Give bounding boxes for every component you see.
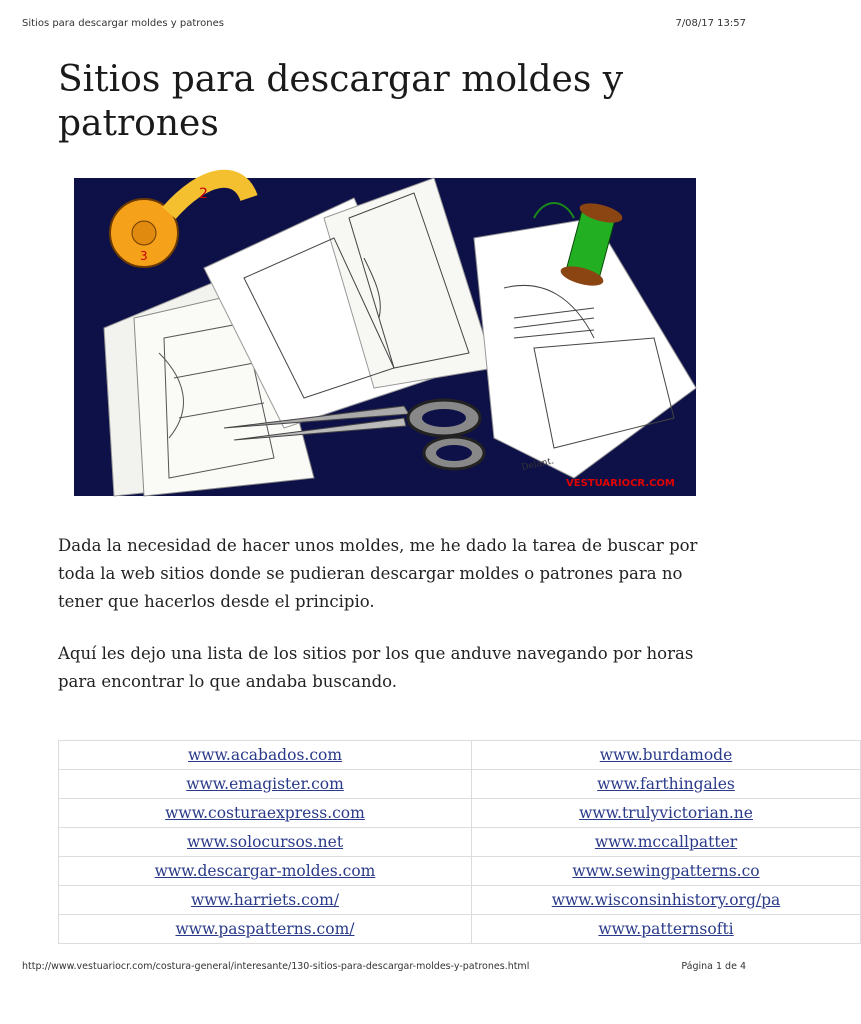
hero-label: Delant.	[520, 456, 555, 473]
site-link[interactable]: www.mccallpatter	[594, 833, 738, 851]
table-row	[59, 828, 861, 857]
intro-line: Dada la necesidad de hacer unos moldes, me he dado la tarea de buscar por	[58, 536, 698, 555]
site-link[interactable]: www.solocursos.net	[186, 833, 344, 851]
table-row	[59, 741, 861, 770]
hero-watermark: VESTUARIOCR.COM	[566, 478, 675, 489]
article-title: Sitios para descargar moldes y patrones	[58, 59, 624, 144]
list-intro-paragraph	[58, 640, 718, 696]
site-link[interactable]: www.burdamode	[599, 746, 733, 764]
links-table	[58, 740, 781, 945]
footer-page-number: Página 1 de 4	[681, 961, 746, 972]
list-intro-line: para encontrar lo que andaba buscando.	[58, 672, 398, 691]
tape-measure-icon	[110, 179, 249, 267]
svg-text:2: 2	[199, 186, 208, 202]
site-link[interactable]: www.harriets.com/	[190, 891, 340, 909]
list-intro-line: Aquí les dejo una lista de los sitios por los que anduve navegando por horas	[58, 644, 694, 663]
site-link[interactable]: www.wisconsinhistory.org/pa	[551, 891, 781, 909]
intro-paragraph	[58, 532, 718, 616]
site-link[interactable]: www.sewingpatterns.co	[572, 862, 760, 880]
table-row	[59, 886, 861, 915]
hero-image	[74, 178, 696, 496]
header-datetime: 7/08/17 13:57	[675, 18, 746, 29]
site-link[interactable]: www.patternsofti	[598, 920, 734, 938]
table-row	[59, 857, 861, 886]
site-link[interactable]: www.acabados.com	[187, 746, 343, 764]
print-footer	[22, 961, 746, 972]
site-link[interactable]: www.trulyvictorian.ne	[579, 804, 753, 822]
intro-line: toda la web sitios donde se pudieran descargar moldes o patrones para no	[58, 564, 683, 583]
site-link[interactable]: www.descargar-moldes.com	[154, 862, 376, 880]
svg-text:3: 3	[140, 249, 148, 263]
print-header	[22, 18, 746, 29]
site-link[interactable]: www.farthingales	[597, 775, 735, 793]
table-row	[59, 770, 861, 799]
table-row	[59, 915, 861, 944]
site-link[interactable]: www.emagister.com	[186, 775, 344, 793]
site-link[interactable]: www.paspatterns.com/	[175, 920, 355, 938]
site-link[interactable]: www.costuraexpress.com	[165, 804, 365, 822]
table-row	[59, 799, 861, 828]
header-doc-title: Sitios para descargar moldes y patrones	[22, 18, 224, 29]
footer-url: http://www.vestuariocr.com/costura-general/interesante/130-sitios-para-descargar-moldes-y-patrones.html	[22, 961, 530, 972]
intro-line: tener que hacerlos desde el principio.	[58, 592, 375, 611]
